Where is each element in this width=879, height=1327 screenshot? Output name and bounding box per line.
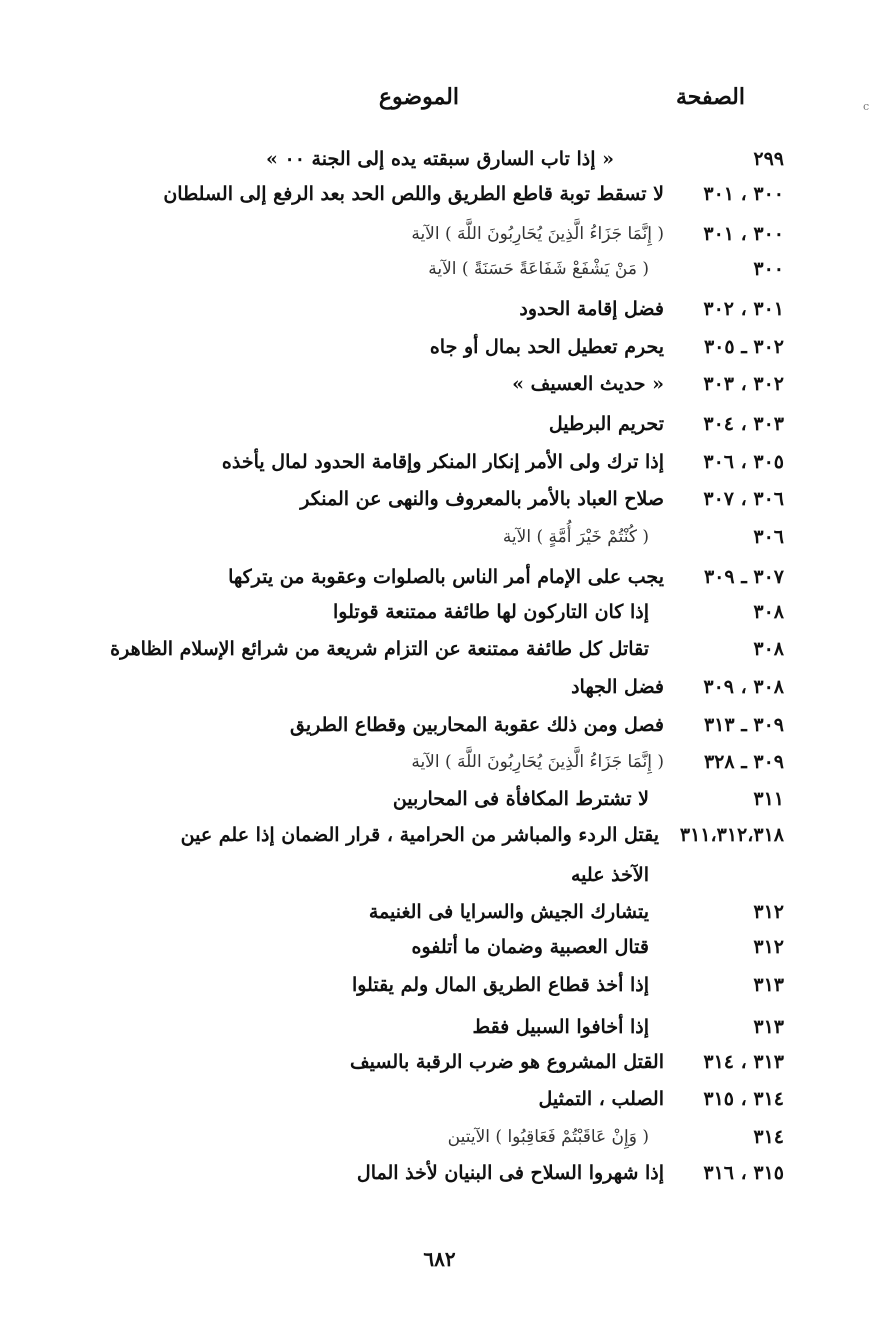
entry-pages: ٣٠٠ <box>753 258 784 280</box>
index-entry <box>24 482 784 516</box>
topic-column-header: الموضوع <box>378 84 459 110</box>
index-entry <box>24 930 784 964</box>
entry-text: فضل الجهاد <box>571 676 664 698</box>
entry-pages: ٣٠٧ ـ ٣٠٩ <box>703 566 784 588</box>
margin-mark: c <box>863 100 870 113</box>
entry-pages: ٣٠٨ <box>753 638 784 660</box>
entry-text: القتل المشروع هو ضرب الرقبة بالسيف <box>350 1051 664 1073</box>
entry-text: الصلب ، التمثيل <box>538 1088 664 1110</box>
entry-pages: ٣١٥ ، ٣١٦ <box>703 1162 784 1184</box>
index-entry <box>24 708 784 742</box>
entry-text: إذا أخافوا السبيل فقط <box>472 1016 649 1038</box>
entry-pages: ٣١١،٣١٢،٣١٨ <box>679 824 784 846</box>
entry-pages: ٣١٤ <box>753 1126 784 1148</box>
page-number: ٦٨٢ <box>423 1247 456 1271</box>
entry-pages: ٣١١ <box>753 788 784 810</box>
entry-pages: ٣٠٦ <box>753 526 784 548</box>
entry-text: إذا كان التاركون لها طائفة ممتنعة قوتلوا <box>333 601 649 623</box>
index-entry <box>24 407 784 441</box>
index-entry <box>24 560 784 594</box>
index-entry <box>24 445 784 479</box>
index-entry <box>24 367 784 401</box>
index-entry <box>24 252 784 286</box>
index-entry <box>24 1045 784 1079</box>
index-entry <box>24 292 784 326</box>
entry-pages: ٣٠٥ ، ٣٠٦ <box>703 451 784 473</box>
index-entry <box>24 177 784 211</box>
entry-text: ( مَنْ يَشْفَعْ شَفَاعَةً حَسَنَةً ) الآية <box>428 259 649 279</box>
entry-pages: ٣٠٨ <box>753 601 784 623</box>
entry-pages: ٣١٢ <box>753 901 784 923</box>
entry-text: فصل ومن ذلك عقوبة المحاربين وقطاع الطريق <box>290 714 664 736</box>
entry-text: لا تشترط المكافأة فى المحاربين <box>392 788 649 810</box>
index-entry <box>24 670 784 704</box>
entry-text: يقتل الردء والمباشر من الحرامية ، قرار الضمان إذا علم عين <box>180 824 659 846</box>
index-entry <box>24 895 784 929</box>
entry-pages: ٣٠٨ ، ٣٠٩ <box>703 676 784 698</box>
entry-text: فضل إقامة الحدود <box>519 298 664 320</box>
entry-text: قتال العصبية وضمان ما أتلفوه <box>411 936 649 958</box>
index-entry <box>24 1082 784 1116</box>
page-column-header: الصفحة <box>675 84 745 110</box>
entry-text: « حديث العسيف » <box>512 373 664 395</box>
entry-text: تحريم البرطيل <box>548 413 664 435</box>
entry-text: ( إِنَّمَا جَزَاءُ الَّذِينَ يُحَارِبُونَ اللَّهَ ) الآية <box>411 224 664 244</box>
entry-text: الآخذ عليه <box>571 864 649 886</box>
entry-pages: ٣٠١ ، ٣٠٢ <box>703 298 784 320</box>
entry-text: إذا شهروا السلاح فى البنيان لأخذ المال <box>356 1162 664 1184</box>
entry-pages: ٣١٣ <box>753 974 784 996</box>
entry-text: إذا أخذ قطاع الطريق المال ولم يقتلوا <box>351 974 649 996</box>
index-entry <box>24 632 784 666</box>
index-entry <box>24 217 784 251</box>
entry-pages: ٣٠٠ ، ٣٠١ <box>703 223 784 245</box>
entry-text: لا تسقط توبة قاطع الطريق واللص الحد بعد الرفع إلى السلطان <box>163 183 664 205</box>
entry-text: ( كُنْتُمْ خَيْرَ أُمَّةٍ ) الآية <box>502 527 649 547</box>
index-entry <box>24 858 784 892</box>
entry-text: تقاتل كل طائفة ممتنعة عن التزام شريعة من شرائع الإسلام الظاهرة <box>110 638 649 660</box>
index-entry <box>24 745 784 779</box>
index-entry <box>24 1156 784 1190</box>
index-entry <box>24 1010 784 1044</box>
entry-text: صلاح العباد بالأمر بالمعروف والنهى عن المنكر <box>300 488 664 510</box>
entry-pages: ٣١٣ ، ٣١٤ <box>703 1051 784 1073</box>
entry-pages: ٣١٤ ، ٣١٥ <box>703 1088 784 1110</box>
index-entry <box>24 818 784 852</box>
index-entry <box>24 968 784 1002</box>
entry-pages: ٣١٣ <box>753 1016 784 1038</box>
entry-pages: ٣١٢ <box>753 936 784 958</box>
index-entry <box>24 142 784 176</box>
entry-text: ( وَإِنْ عَاقَبْتُمْ فَعَاقِبُوا ) الآيتين <box>447 1127 649 1147</box>
entry-pages: ٣٠٢ ـ ٣٠٥ <box>703 336 784 358</box>
entry-text: « إذا تاب السارق سبقته يده إلى الجنة ٠٠ » <box>266 148 614 170</box>
index-entry <box>24 595 784 629</box>
entry-pages: ٣٠٩ ـ ٣٢٨ <box>703 751 784 773</box>
index-entry <box>24 1120 784 1154</box>
entry-text: إذا ترك ولى الأمر إنكار المنكر وإقامة الحدود لمال يأخذه <box>221 451 664 473</box>
entry-text: ( إِنَّمَا جَزَاءُ الَّذِينَ يُحَارِبُونَ اللَّهَ ) الآية <box>411 752 664 772</box>
entry-text: يتشارك الجيش والسرايا فى الغنيمة <box>368 901 649 923</box>
entry-pages: ٣٠٣ ، ٣٠٤ <box>703 413 784 435</box>
entry-pages: ٣٠٠ ، ٣٠١ <box>703 183 784 205</box>
entry-text: يحرم تعطيل الحد بمال أو جاه <box>429 336 664 358</box>
entry-pages: ٢٩٩ <box>753 148 784 170</box>
entry-text: يجب على الإمام أمر الناس بالصلوات وعقوبة من يتركها <box>228 566 664 588</box>
index-entry <box>24 330 784 364</box>
entry-pages: ٣٠٩ ـ ٣١٣ <box>703 714 784 736</box>
entry-pages: ٣٠٢ ، ٣٠٣ <box>703 373 784 395</box>
entry-pages: ٣٠٦ ، ٣٠٧ <box>703 488 784 510</box>
index-entry <box>24 782 784 816</box>
index-entry <box>24 520 784 554</box>
